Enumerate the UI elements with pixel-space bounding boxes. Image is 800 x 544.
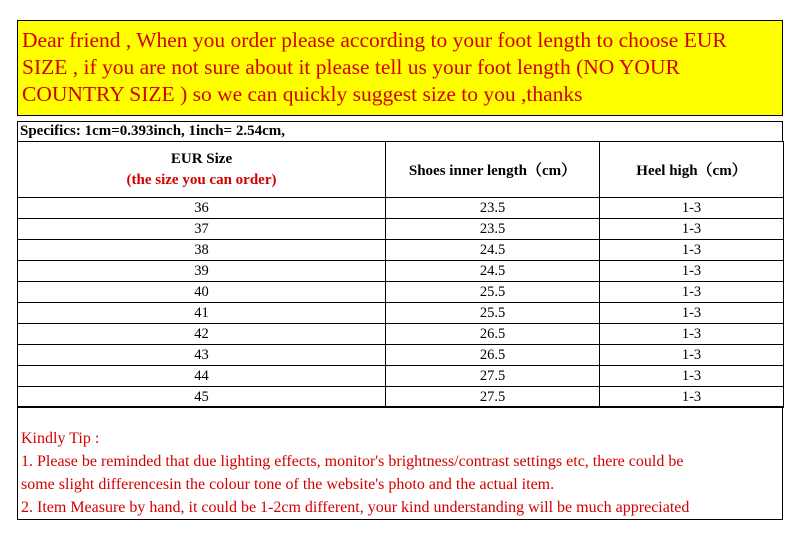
- cell-inner-length: 23.5: [386, 198, 600, 219]
- cell-heel-height: 1-3: [600, 324, 784, 345]
- cell-eur-size: 42: [18, 324, 386, 345]
- header-inner-length: Shoes inner length（cm）: [386, 142, 600, 198]
- cell-eur-size: 37: [18, 219, 386, 240]
- table-row: [18, 387, 784, 408]
- cell-heel-height: 1-3: [600, 366, 784, 387]
- table-row: [18, 219, 784, 240]
- order-notice: [17, 20, 783, 116]
- cell-eur-size: 41: [18, 303, 386, 324]
- cell-heel-height: 1-3: [600, 219, 784, 240]
- cell-eur-size: 44: [18, 366, 386, 387]
- cell-eur-size: 39: [18, 261, 386, 282]
- cell-eur-size: 45: [18, 387, 386, 408]
- cell-heel-height: 1-3: [600, 303, 784, 324]
- cell-inner-length: 25.5: [386, 282, 600, 303]
- table-row: [18, 261, 784, 282]
- cell-heel-height: 1-3: [600, 198, 784, 219]
- tip-title: Kindly Tip :: [21, 430, 100, 447]
- cell-inner-length: 26.5: [386, 345, 600, 366]
- cell-heel-height: 1-3: [600, 240, 784, 261]
- cell-heel-height: 1-3: [600, 387, 784, 408]
- kindly-tip: [17, 406, 783, 520]
- table-header-row: [18, 142, 784, 198]
- header-heel-height: Heel high（cm）: [600, 142, 784, 198]
- size-chart-table: [17, 141, 784, 408]
- notice-line: COUNTRY SIZE ) so we can quickly suggest size to you ,thanks: [22, 82, 583, 106]
- cell-eur-size: 40: [18, 282, 386, 303]
- tip-line: some slight differencesin the colour tone of the website's photo and the actual item.: [21, 476, 555, 493]
- table-row: [18, 324, 784, 345]
- specifics-line: Specifics: 1cm=0.393inch, 1inch= 2.54cm,: [17, 121, 783, 141]
- tip-line: 2. Item Measure by hand, it could be 1-2cm different, your kind understanding will be much appreciated: [21, 499, 690, 516]
- cell-heel-height: 1-3: [600, 345, 784, 366]
- header-eur-size-note: (the size you can order): [126, 171, 277, 188]
- cell-inner-length: 23.5: [386, 219, 600, 240]
- table-row: [18, 366, 784, 387]
- cell-heel-height: 1-3: [600, 261, 784, 282]
- cell-inner-length: 27.5: [386, 366, 600, 387]
- cell-eur-size: 36: [18, 198, 386, 219]
- cell-inner-length: 24.5: [386, 240, 600, 261]
- cell-eur-size: 38: [18, 240, 386, 261]
- table-row: [18, 345, 784, 366]
- header-eur-size: [18, 142, 386, 198]
- cell-inner-length: 27.5: [386, 387, 600, 408]
- notice-line: SIZE , if you are not sure about it please tell us your foot length (NO YOUR: [22, 55, 680, 79]
- cell-inner-length: 25.5: [386, 303, 600, 324]
- cell-heel-height: 1-3: [600, 282, 784, 303]
- table-row: [18, 240, 784, 261]
- header-eur-size-label: EUR Size: [170, 150, 233, 167]
- tip-line: 1. Please be reminded that due lighting effects, monitor's brightness/contrast settings etc, there could be: [21, 453, 684, 470]
- table-row: [18, 198, 784, 219]
- table-row: [18, 282, 784, 303]
- notice-line: Dear friend , When you order please according to your foot length to choose EUR: [22, 28, 727, 52]
- cell-inner-length: 24.5: [386, 261, 600, 282]
- table-row: [18, 303, 784, 324]
- cell-eur-size: 43: [18, 345, 386, 366]
- cell-inner-length: 26.5: [386, 324, 600, 345]
